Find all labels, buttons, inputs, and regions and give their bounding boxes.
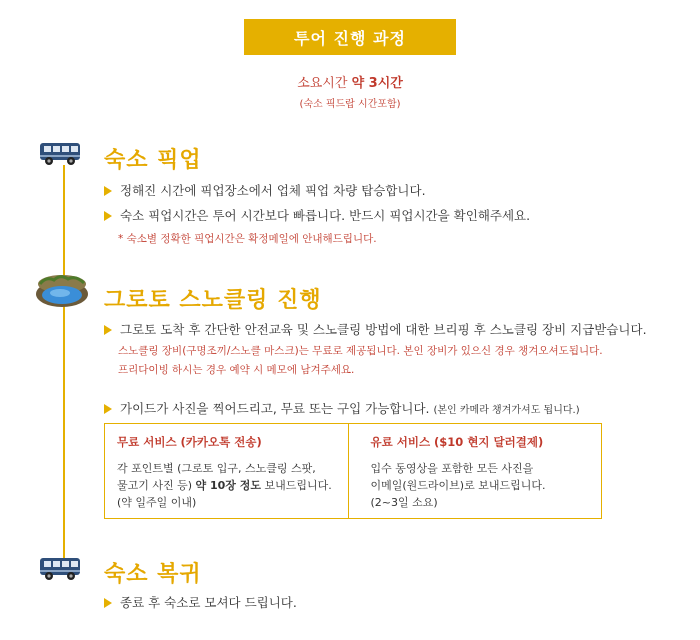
van-icon — [38, 555, 84, 583]
camera-note: (본인 카메라 챙겨가셔도 됩니다.) — [433, 405, 580, 416]
photo-service-box — [104, 423, 602, 519]
arrow-right-icon — [104, 598, 112, 608]
bullet-text: 정해진 시간에 픽업장소에서 업체 픽업 차량 탑승합니다. — [120, 183, 426, 198]
van-icon — [38, 140, 84, 168]
page-title-badge: 투어 진행 과정 — [244, 19, 456, 55]
section-title-snorkeling: 그로토 스노클링 진행 — [104, 288, 322, 313]
free-service-body — [117, 460, 336, 511]
free-service-line: (약 일주일 이내) — [117, 496, 197, 509]
bullet-text: 종료 후 숙소로 모셔다 드립니다. — [120, 595, 297, 610]
pickup-note: * 숙소별 정확한 픽업시간은 확정메일에 안내해드립니다. — [118, 233, 377, 245]
arrow-right-icon — [104, 325, 112, 335]
free-service-text: 보내드립니다. — [261, 479, 332, 492]
list-item — [104, 593, 297, 611]
paid-service-line: (2~3일 소요) — [370, 496, 438, 509]
duration-value: 약 3시간 — [351, 76, 403, 91]
list-item — [104, 399, 580, 417]
list-item — [104, 206, 530, 224]
free-service-text: 물고기 사진 등) — [117, 479, 196, 492]
duration-prefix: 소요시간 — [297, 76, 352, 91]
equipment-note: 스노클링 장비(구명조끼/스노클 마스크)는 무료로 제공됩니다. 본인 장비가 있으신 경우 챙겨오셔도됩니다. — [118, 345, 603, 357]
list-item — [104, 181, 426, 199]
freediving-note: 프리다이빙 하시는 경우 예약 시 메모에 남겨주세요. — [118, 364, 355, 376]
section-title-pickup: 숙소 픽업 — [104, 148, 202, 173]
timeline-line — [63, 165, 65, 565]
duration-line — [0, 72, 700, 91]
paid-service — [348, 424, 602, 518]
paid-service-line: 입수 동영상을 포함한 모든 사진을 — [370, 462, 534, 475]
grotto-icon — [34, 272, 90, 308]
paid-service-title: 유료 서비스 ($10 현지 달러결제) — [370, 435, 544, 449]
paid-service-line: 이메일(원드라이브)로 보내드립니다. — [370, 479, 546, 492]
bullet-text: 그로토 도착 후 간단한 안전교육 및 스노클링 방법에 대한 브리핑 후 스노클링 장비 지급받습니다. — [120, 322, 647, 337]
bullet-text: 숙소 픽업시간은 투어 시간보다 빠릅니다. 반드시 픽업시간을 확인해주세요. — [120, 208, 531, 223]
free-service-title: 무료 서비스 (카카오톡 전송) — [117, 435, 262, 449]
arrow-right-icon — [104, 211, 112, 221]
free-service-count: 약 10장 정도 — [195, 479, 262, 492]
list-item — [104, 320, 647, 338]
bullet-text: 가이드가 사진을 찍어드리고, 무료 또는 구입 가능합니다. — [120, 401, 430, 416]
arrow-right-icon — [104, 404, 112, 414]
section-title-return: 숙소 복귀 — [104, 562, 202, 587]
paid-service-body — [371, 460, 590, 511]
arrow-right-icon — [104, 186, 112, 196]
free-service-line — [117, 477, 336, 494]
free-service-line: 각 포인트별 (그로토 입구, 스노클링 스팟, — [117, 462, 316, 475]
duration-note: (숙소 픽드랍 시간포함) — [299, 99, 401, 110]
free-service — [105, 424, 348, 518]
